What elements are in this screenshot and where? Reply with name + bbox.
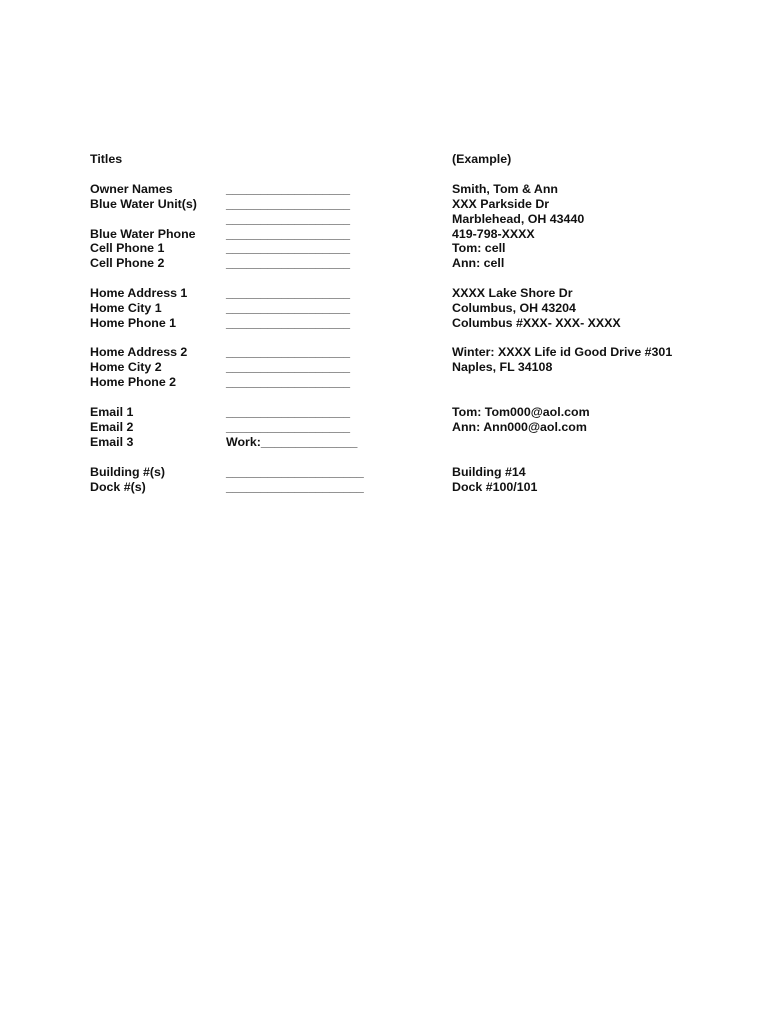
field-example-home-city-1: Columbus, OH 43204 (452, 301, 576, 315)
field-label-building: Building #(s) (90, 465, 166, 479)
field-example-home-phone-1: Columbus #XXX- XXX- XXXX (452, 316, 621, 330)
field-label-cell-phone-2: Cell Phone 2 (90, 256, 165, 270)
field-label-home-address-1: Home Address 1 (90, 286, 188, 300)
field-blank-blue-water-phone[interactable]: __________________ (226, 227, 351, 241)
field-example-building: Building #14 (452, 465, 526, 479)
field-blank-email-1[interactable]: __________________ (226, 405, 351, 419)
field-example-home-address-1: XXXX Lake Shore Dr (452, 286, 573, 300)
field-blank-home-phone-2[interactable]: __________________ (226, 375, 351, 389)
field-label-home-phone-1: Home Phone 1 (90, 316, 177, 330)
field-example-owner-names: Smith, Tom & Ann (452, 182, 558, 196)
field-blank-email-3[interactable]: Work:______________ (226, 435, 358, 449)
field-example-cell-phone-2: Ann: cell (452, 256, 505, 270)
field-label-email-2: Email 2 (90, 420, 134, 434)
field-blank-home-phone-1[interactable]: __________________ (226, 316, 351, 330)
field-label-home-city-2: Home City 2 (90, 360, 162, 374)
field-label-blue-water-unit: Blue Water Unit(s) (90, 197, 197, 211)
field-example-email-1: Tom: Tom000@aol.com (452, 405, 590, 419)
field-label-email-1: Email 1 (90, 405, 134, 419)
field-blank-dock[interactable]: ____________________ (226, 480, 364, 494)
field-example-home-city-2: Naples, FL 34108 (452, 360, 553, 374)
field-blank-blue-water-unit[interactable]: __________________ (226, 197, 351, 211)
field-blank-home-address-1[interactable]: __________________ (226, 286, 351, 300)
titles-heading: Titles (90, 152, 123, 166)
field-label-home-address-2: Home Address 2 (90, 345, 188, 359)
field-label-owner-names: Owner Names (90, 182, 173, 196)
field-example-home-address-2: Winter: XXXX Life id Good Drive #301 (452, 345, 673, 359)
field-blank-home-address-2[interactable]: __________________ (226, 345, 351, 359)
field-label-cell-phone-1: Cell Phone 1 (90, 241, 165, 255)
field-blank-cell-phone-2[interactable]: __________________ (226, 256, 351, 270)
field-example-email-2: Ann: Ann000@aol.com (452, 420, 587, 434)
field-label-home-city-1: Home City 1 (90, 301, 162, 315)
field-label-dock: Dock #(s) (90, 480, 146, 494)
field-blank-email-2[interactable]: __________________ (226, 420, 351, 434)
field-blank-owner-names[interactable]: __________________ (226, 182, 351, 196)
field-example-dock: Dock #100/101 (452, 480, 538, 494)
field-example-blue-water-phone: 419-798-XXXX (452, 227, 535, 241)
field-example-blue-water-unit: XXX Parkside Dr (452, 197, 550, 211)
field-label-email-3: Email 3 (90, 435, 134, 449)
field-blank-cell-phone-1[interactable]: __________________ (226, 241, 351, 255)
field-example-blue-water-city: Marblehead, OH 43440 (452, 212, 585, 226)
field-blank-blue-water-unit-2[interactable]: __________________ (226, 212, 351, 226)
field-label-blue-water-phone: Blue Water Phone (90, 227, 196, 241)
field-label-home-phone-2: Home Phone 2 (90, 375, 177, 389)
example-heading: (Example) (452, 152, 512, 166)
field-blank-home-city-1[interactable]: __________________ (226, 301, 351, 315)
field-example-cell-phone-1: Tom: cell (452, 241, 506, 255)
field-blank-building[interactable]: ____________________ (226, 465, 364, 479)
field-blank-home-city-2[interactable]: __________________ (226, 360, 351, 374)
